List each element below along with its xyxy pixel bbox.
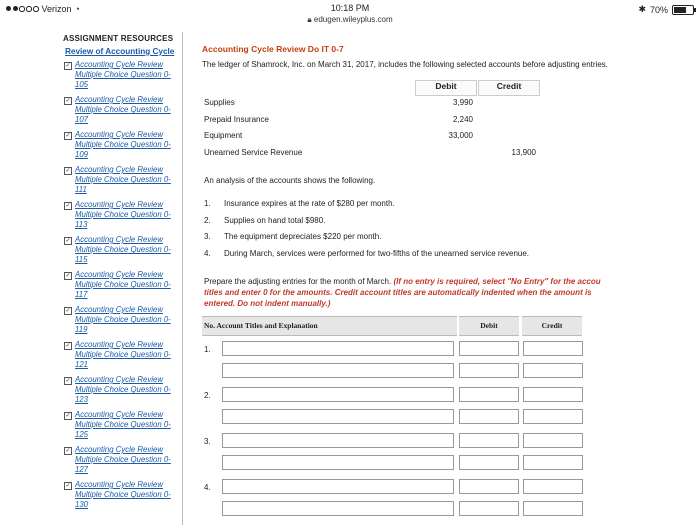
sidebar-item[interactable] bbox=[64, 235, 182, 270]
ledger-row bbox=[202, 98, 542, 114]
checkbox-icon: ✓ bbox=[65, 413, 71, 419]
account-title-input[interactable] bbox=[222, 433, 454, 448]
analysis-item bbox=[204, 249, 529, 266]
instruction-line-1: (If no entry is required, select "No Entry" for the accou bbox=[393, 277, 601, 286]
ledger-account: Prepaid Insurance bbox=[204, 114, 269, 124]
ledger-account: Unearned Service Revenue bbox=[204, 147, 303, 157]
ledger-credit-header: Credit bbox=[478, 80, 540, 96]
credit-amount-input[interactable] bbox=[523, 433, 583, 448]
sidebar-item-link[interactable]: Accounting Cycle Review Multiple Choice Question 0-111 bbox=[75, 165, 171, 194]
checkbox-icon: ✓ bbox=[65, 378, 71, 384]
instructions bbox=[204, 276, 700, 309]
debit-amount-input[interactable] bbox=[459, 455, 519, 470]
checkbox-icon: ✓ bbox=[65, 133, 71, 139]
sidebar-item-link[interactable]: Accounting Cycle Review Multiple Choice Question 0-107 bbox=[75, 95, 171, 124]
debit-amount-input[interactable] bbox=[459, 433, 519, 448]
sidebar-item-link[interactable]: Accounting Cycle Review Multiple Choice Question 0-127 bbox=[75, 445, 171, 474]
sidebar-item-link[interactable]: Accounting Cycle Review Multiple Choice Question 0-119 bbox=[75, 305, 171, 334]
analysis-intro: An analysis of the accounts shows the following. bbox=[204, 176, 376, 185]
ledger-debit: 33,000 bbox=[448, 131, 473, 140]
account-title-input[interactable] bbox=[222, 409, 454, 424]
sidebar-item[interactable] bbox=[64, 305, 182, 340]
ledger-debit: 3,990 bbox=[452, 98, 473, 107]
entry-number: 1. bbox=[204, 345, 211, 354]
checkbox-icon: ✓ bbox=[65, 448, 71, 454]
lock-icon: 🔒︎ bbox=[307, 15, 312, 24]
analysis-item-number: 3. bbox=[204, 232, 211, 241]
analysis-list bbox=[204, 199, 529, 265]
credit-amount-input[interactable] bbox=[523, 501, 583, 516]
analysis-item-text: The equipment depreciates $220 per month. bbox=[224, 232, 382, 241]
wifi-icon: ◔ bbox=[74, 4, 80, 14]
entry-number: 4. bbox=[204, 483, 211, 492]
analysis-item-text: Insurance expires at the rate of $280 per month. bbox=[224, 199, 395, 208]
question-panel bbox=[202, 44, 700, 492]
question-title: Accounting Cycle Review Do IT 0-7 bbox=[202, 44, 344, 54]
debit-amount-input[interactable] bbox=[459, 409, 519, 424]
account-title-input[interactable] bbox=[222, 387, 454, 402]
ledger-debit-header: Debit bbox=[415, 80, 477, 96]
checkbox-icon: ✓ bbox=[65, 308, 71, 314]
debit-amount-input[interactable] bbox=[459, 387, 519, 402]
account-title-input[interactable] bbox=[222, 341, 454, 356]
bluetooth-icon: ✱ bbox=[638, 4, 646, 14]
checkbox-icon: ✓ bbox=[65, 98, 71, 104]
sidebar-item-link[interactable]: Accounting Cycle Review Multiple Choice Question 0-130 bbox=[75, 480, 171, 509]
address-bar[interactable] bbox=[0, 15, 700, 25]
debit-amount-input[interactable] bbox=[459, 341, 519, 356]
sidebar-item-link[interactable]: Accounting Cycle Review Multiple Choice Question 0-113 bbox=[75, 200, 171, 229]
assignment-resources-sidebar bbox=[60, 32, 183, 525]
status-bar bbox=[0, 0, 700, 28]
sidebar-item[interactable] bbox=[64, 340, 182, 375]
credit-amount-input[interactable] bbox=[523, 341, 583, 356]
battery-percent: 70% bbox=[649, 4, 668, 15]
credit-amount-input[interactable] bbox=[523, 479, 583, 494]
sidebar-item-link[interactable]: Accounting Cycle Review Multiple Choice Question 0-125 bbox=[75, 410, 171, 439]
checkbox-icon: ✓ bbox=[65, 343, 71, 349]
entry-number: 2. bbox=[204, 391, 211, 400]
analysis-item bbox=[204, 199, 529, 216]
analysis-item-number: 4. bbox=[204, 248, 211, 258]
analysis-item-number: 2. bbox=[204, 215, 211, 225]
credit-amount-input[interactable] bbox=[523, 409, 583, 424]
debit-amount-input[interactable] bbox=[459, 501, 519, 516]
sidebar-item[interactable] bbox=[64, 130, 182, 165]
sidebar-item[interactable] bbox=[64, 270, 182, 305]
clock: 10:18 PM bbox=[330, 3, 370, 13]
account-title-input[interactable] bbox=[222, 479, 454, 494]
debit-amount-input[interactable] bbox=[459, 363, 519, 378]
ledger-account: Supplies bbox=[204, 98, 235, 107]
entry-number: 3. bbox=[204, 437, 211, 446]
checkbox-icon: ✓ bbox=[65, 63, 71, 69]
instruction-line-2: titles and enter 0 for the amounts. Credit account titles are automatically indented when the amount is bbox=[204, 288, 592, 297]
checkbox-icon: ✓ bbox=[65, 168, 71, 174]
ledger-debit: 2,240 bbox=[452, 114, 473, 124]
instruction-line-3: entered. Do not indent manually.) bbox=[204, 299, 331, 308]
prepare-text: Prepare the adjusting entries for the month of March. bbox=[204, 277, 392, 286]
sidebar-title: ASSIGNMENT RESOURCES bbox=[63, 34, 174, 43]
sidebar-item[interactable] bbox=[64, 95, 182, 130]
sidebar-item[interactable] bbox=[64, 480, 182, 515]
sidebar-item[interactable] bbox=[64, 410, 182, 445]
ledger-row bbox=[202, 115, 542, 131]
sidebar-item[interactable] bbox=[64, 375, 182, 410]
sidebar-item[interactable] bbox=[64, 445, 182, 480]
review-of-accounting-cycle-link[interactable]: Review of Accounting Cycle bbox=[65, 47, 175, 56]
question-intro: The ledger of Shamrock, Inc. on March 31, 2017, includes the following selected accounts before adjusting entries. bbox=[202, 60, 609, 69]
checkbox-icon: ✓ bbox=[65, 273, 71, 279]
credit-amount-input[interactable] bbox=[523, 363, 583, 378]
account-title-input[interactable] bbox=[222, 455, 454, 470]
checkbox-icon: ✓ bbox=[65, 238, 71, 244]
ledger-account: Equipment bbox=[204, 131, 243, 140]
account-title-input[interactable] bbox=[222, 363, 454, 378]
sidebar-item-link[interactable]: Accounting Cycle Review Multiple Choice Question 0-105 bbox=[75, 60, 171, 89]
sidebar-item-link[interactable]: Accounting Cycle Review Multiple Choice Question 0-123 bbox=[75, 375, 171, 404]
account-title-input[interactable] bbox=[222, 501, 454, 516]
checkbox-icon: ✓ bbox=[65, 203, 71, 209]
sidebar-item-link[interactable]: Accounting Cycle Review Multiple Choice Question 0-115 bbox=[75, 235, 171, 264]
col-header-credit: Credit bbox=[522, 316, 582, 336]
analysis-item-text: Supplies on hand total $980. bbox=[224, 215, 326, 225]
col-header-debit: Debit bbox=[459, 316, 519, 336]
credit-amount-input[interactable] bbox=[523, 387, 583, 402]
analysis-item-number: 1. bbox=[204, 199, 211, 208]
sidebar-item-link[interactable]: Accounting Cycle Review Multiple Choice Question 0-109 bbox=[75, 130, 171, 159]
url-text: edugen.wileyplus.com bbox=[313, 15, 393, 24]
sidebar-item[interactable] bbox=[64, 165, 182, 200]
ledger-row bbox=[202, 148, 542, 164]
battery-icon bbox=[672, 5, 694, 15]
ledger-row bbox=[202, 131, 542, 147]
sidebar-item-link[interactable]: Accounting Cycle Review Multiple Choice Question 0-117 bbox=[75, 270, 171, 299]
sidebar-item[interactable] bbox=[64, 60, 182, 95]
analysis-item-text: During March, services were performed for two-fifths of the unearned service revenue. bbox=[224, 248, 530, 258]
sidebar-item[interactable] bbox=[64, 200, 182, 235]
col-header-account: No. Account Titles and Explanation bbox=[202, 316, 457, 336]
checkbox-icon: ✓ bbox=[65, 483, 71, 489]
analysis-item bbox=[204, 216, 529, 233]
battery-area bbox=[638, 4, 694, 15]
analysis-item bbox=[204, 232, 529, 249]
debit-amount-input[interactable] bbox=[459, 479, 519, 494]
carrier-name: Verizon bbox=[41, 4, 72, 14]
credit-amount-input[interactable] bbox=[523, 455, 583, 470]
ledger-credit: 13,900 bbox=[511, 147, 536, 157]
sidebar-item-link[interactable]: Accounting Cycle Review Multiple Choice Question 0-121 bbox=[75, 340, 171, 369]
